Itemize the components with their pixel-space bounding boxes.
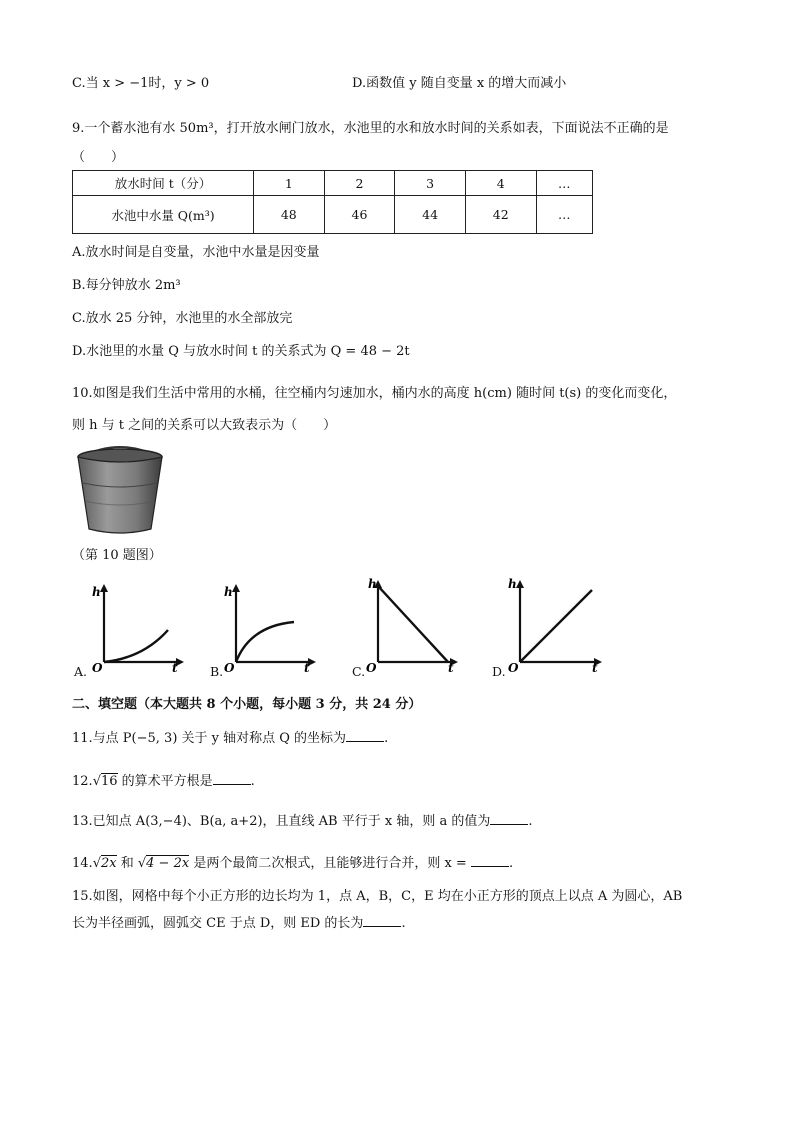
period: . [401,916,406,931]
graph-option-c [362,578,462,672]
answer-blank [471,854,509,867]
q9-stem: 9.一个蓄水池有水 50m³，打开放水闸门放水，水池里的水和放水时间的关系如表，下面说法不正确的是 [72,121,669,136]
graph-c-label: C. [352,664,366,679]
q14-radicand-1: 2x [100,856,117,871]
q15-text: 长为半径画弧，圆弧交 CE 于点 D，则 ED 的长为 [72,916,364,931]
graph-b-label: B. [210,664,224,679]
table-cell: 放水时间 t（分） [73,171,254,196]
graph-option-a [88,582,188,672]
table-cell: 42 [465,196,536,234]
period: . [508,856,514,871]
graph-a-label: A. [74,664,88,679]
q9-option-d: D.水池里的水量 Q 与放水时间 t 的关系式为 Q = 48 − 2t [72,344,410,359]
answer-blank [346,729,384,742]
axis-t-label: t [304,661,310,672]
graph-option-d [504,578,608,672]
graph-option-b [220,582,320,672]
sqrt-symbol: √ [92,774,101,789]
answer-blank [363,914,401,927]
table-cell: … [536,171,592,196]
q10-stem-line1: 10.如图是我们生活中常用的水桶，往空桶内匀速加水，桶内水的高度 h(cm) 随时间 t(s) 的变化而变化， [72,386,677,401]
axis-t-label: t [592,661,598,672]
sqrt-symbol: √ [137,856,147,871]
origin-label: O [366,661,377,672]
axis-t-label: t [448,661,454,672]
table-cell: 48 [254,196,325,234]
q11-text: 11.与点 P(−5, 3) 关于 y 轴对称点 Q 的坐标为 [72,731,347,746]
axis-h-label: h [368,578,377,591]
q12-radicand: 16 [100,774,118,789]
graph-d-label: D. [492,664,506,679]
q12 [72,770,255,789]
answer-blank [490,812,528,825]
q11 [72,727,388,746]
q13 [72,810,533,829]
q13-text: 13.已知点 A(3,−4)、B(a, a+2)，且直线 AB 平行于 x 轴，则 a 的值为 [72,814,491,829]
q9-option-b: B.每分钟放水 2m³ [72,278,181,293]
origin-label: O [508,661,519,672]
table-cell: … [536,196,592,234]
period: . [250,774,255,789]
bucket-photo [75,443,165,535]
table-cell: 4 [465,171,536,196]
q9-paren: （ ） [72,150,125,165]
table-cell: 3 [395,171,466,196]
section-heading: 二、填空题（本大题共 8 个小题，每小题 3 分，共 24 分） [72,697,422,712]
q10-figure-caption: （第 10 题图） [72,548,162,563]
origin-label: O [224,661,235,672]
q14-number: 14. [72,856,93,871]
answer-blank [213,772,251,785]
q8-option-d: D.函数值 y 随自变量 x 的增大而减小 [352,76,567,91]
axis-h-label: h [508,578,517,591]
q15-line2 [72,912,406,931]
table-cell: 46 [324,196,395,234]
table-row [73,171,593,196]
table-cell: 水池中水量 Q(m³) [73,196,254,234]
sqrt-symbol: √ [92,856,101,871]
q12-number: 12. [72,774,93,789]
q10-stem-line2: 则 h 与 t 之间的关系可以大致表示为（ ） [72,418,337,433]
axis-h-label: h [92,585,101,599]
q12-text: 的算术平方根是 [117,774,213,789]
axis-t-label: t [172,661,178,672]
origin-label: O [92,661,103,672]
table-cell: 44 [395,196,466,234]
q14-text: 是两个最简二次根式，且能够进行合并，则 x = [189,856,471,871]
q14-and: 和 [116,856,138,871]
q14-radicand-2: 4 − 2x [146,856,190,871]
q8-option-c: C.当 x > −1时，y > 0 [72,76,210,91]
period: . [384,731,389,746]
q14 [72,852,513,871]
q9-table [72,170,593,234]
q15-line1: 15.如图，网格中每个小正方形的边长均为 1，点 A，B，C，E 均在小正方形的顶点上以点 A 为圆心，AB [72,889,683,904]
table-cell: 1 [254,171,325,196]
q9-option-c: C.放水 25 分钟，水池里的水全部放完 [72,311,293,326]
table-row [73,196,593,234]
table-cell: 2 [324,171,395,196]
period: . [528,814,533,829]
q9-option-a: A.放水时间是自变量，水池中水量是因变量 [72,245,320,260]
axis-h-label: h [224,585,233,599]
